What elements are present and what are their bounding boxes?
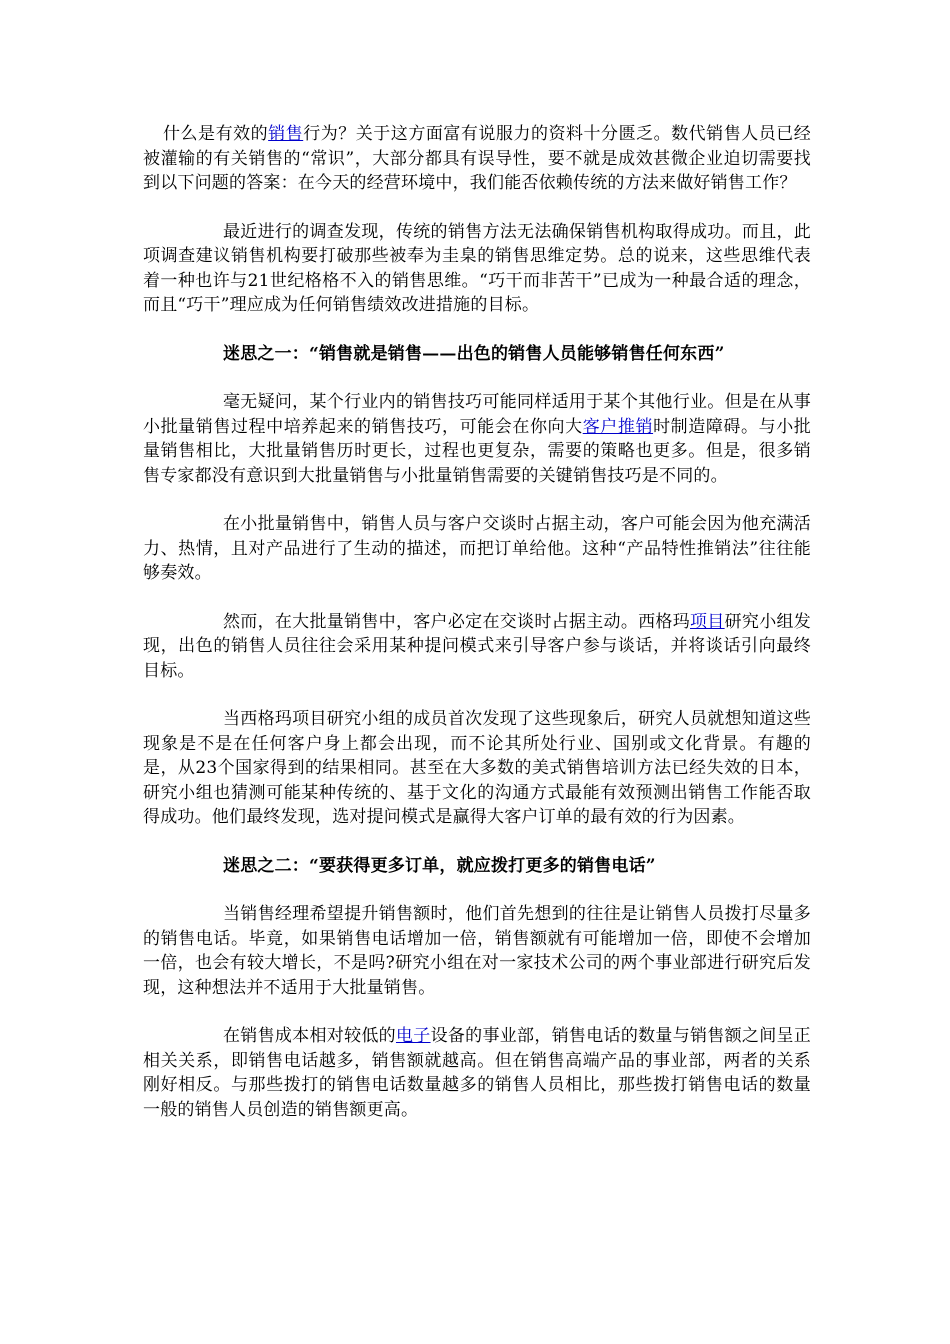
heading-myth-2: 迷思之二：“要获得更多订单，就应拨打更多的销售电话” [223, 855, 656, 876]
paragraph-7: 当销售经理希望提升销售额时，他们首先想到的往往是让销售人员拨打尽量多的销售电话。毕竟，如果销售电话增加一倍，销售额就有可能增加一倍，即使不会增加一倍，也会有较大增长，不是吗?研究小组在对一家技术公司的两个事业部进行研究后发现，这种想法并不适用于大批量销售。 [143, 904, 811, 998]
paragraph-8-text-a: 在销售成本相对较低的 [223, 1026, 396, 1046]
paragraph-2: 最近进行的调查发现，传统的销售方法无法确保销售机构取得成功。而且，此项调查建议销售机构要打破那些被奉为圭臬的销售思维定势。总的说来，这些思维代表着一种也许与21世纪格格不入的销售思维。“巧干而非苦干”已成为一种最合适的理念，而且“巧干”理应成为任何销售绩效改进措施的目标。 [143, 221, 811, 315]
link-customer-promotion[interactable]: 客户推销 [582, 416, 654, 437]
paragraph-1-text-b: 行为？关于这方面富有说服力的资料十分匮乏。数代销售人员已经被灌输的有关销售的“常识”，大部分都具有误导性，要不就是成效甚微企业迫切需要找到以下问题的答案：在今天的经营环境中，我们能否依赖传统的方法来做好销售工作？ [143, 124, 811, 193]
paragraph-1-text-a: 什么是有效的 [163, 124, 269, 144]
heading-myth-1: 迷思之一：“销售就是销售——出色的销售人员能够销售任何东西” [223, 343, 725, 364]
link-project[interactable]: 项目 [690, 611, 725, 632]
paragraph-4: 在小批量销售中，销售人员与客户交谈时占据主动，客户可能会因为他充满活力、热情，且对产品进行了生动的描述，而把订单给他。这种“产品特性推销法”往往能够奏效。 [143, 514, 811, 583]
paragraph-3-text-b: 时制造障碍。与小批量销售相比，大批量销售历时更长，过程也更复杂，需要的策略也更多。但是，很多销售专家都没有意识到大批量销售与小批量销售需要的关键销售技巧是不同的。 [143, 416, 811, 486]
paragraph-5-text-a: 然而，在大批量销售中，客户必定在交谈时占据主动。西格玛 [223, 611, 691, 632]
paragraph-3 [143, 390, 811, 488]
paragraph-5-text-b: 研究小组发现，出色的销售人员往往会采用某种提问模式来引导客户参与谈话，并将谈话引向最终目标。 [143, 611, 811, 681]
document-body [143, 122, 811, 1146]
paragraph-5 [143, 610, 811, 684]
paragraph-6: 当西格玛项目研究小组的成员首次发现了这些现象后，研究人员就想知道这些现象是不是在任何客户身上都会出现，而不论其所处行业、国别或文化背景。有趣的是，从23个国家得到的结果相同。甚至在大多数的美式销售培训方法已经失效的日本，研究小组也猜测可能某种传统的、基于文化的沟通方式最能有效预测出销售工作能否取得成功。他们最终发现，选对提问模式是赢得大客户订单的最有效的行为因素。 [143, 709, 811, 827]
paragraph-8 [143, 1024, 811, 1122]
link-sales[interactable]: 销售 [268, 124, 304, 144]
paragraph-3-text-a: 毫无疑问，某个行业内的销售技巧可能同样适用于某个其他行业。但是在从事小批量销售过程中培养起来的销售技巧，可能会在你向大 [143, 392, 811, 437]
paragraph-1 [143, 122, 811, 196]
link-electronics[interactable]: 电子 [395, 1026, 431, 1046]
paragraph-8-text-b: 设备的事业部，销售电话的数量与销售额之间呈正相关关系，即销售电话越多，销售额就越高。但在销售高端产品的事业部，两者的关系刚好相反。与那些拨打的销售电话数量越多的销售人员相比，那些拨打销售电话的数量一般的销售人员创造的销售额更高。 [143, 1026, 811, 1120]
